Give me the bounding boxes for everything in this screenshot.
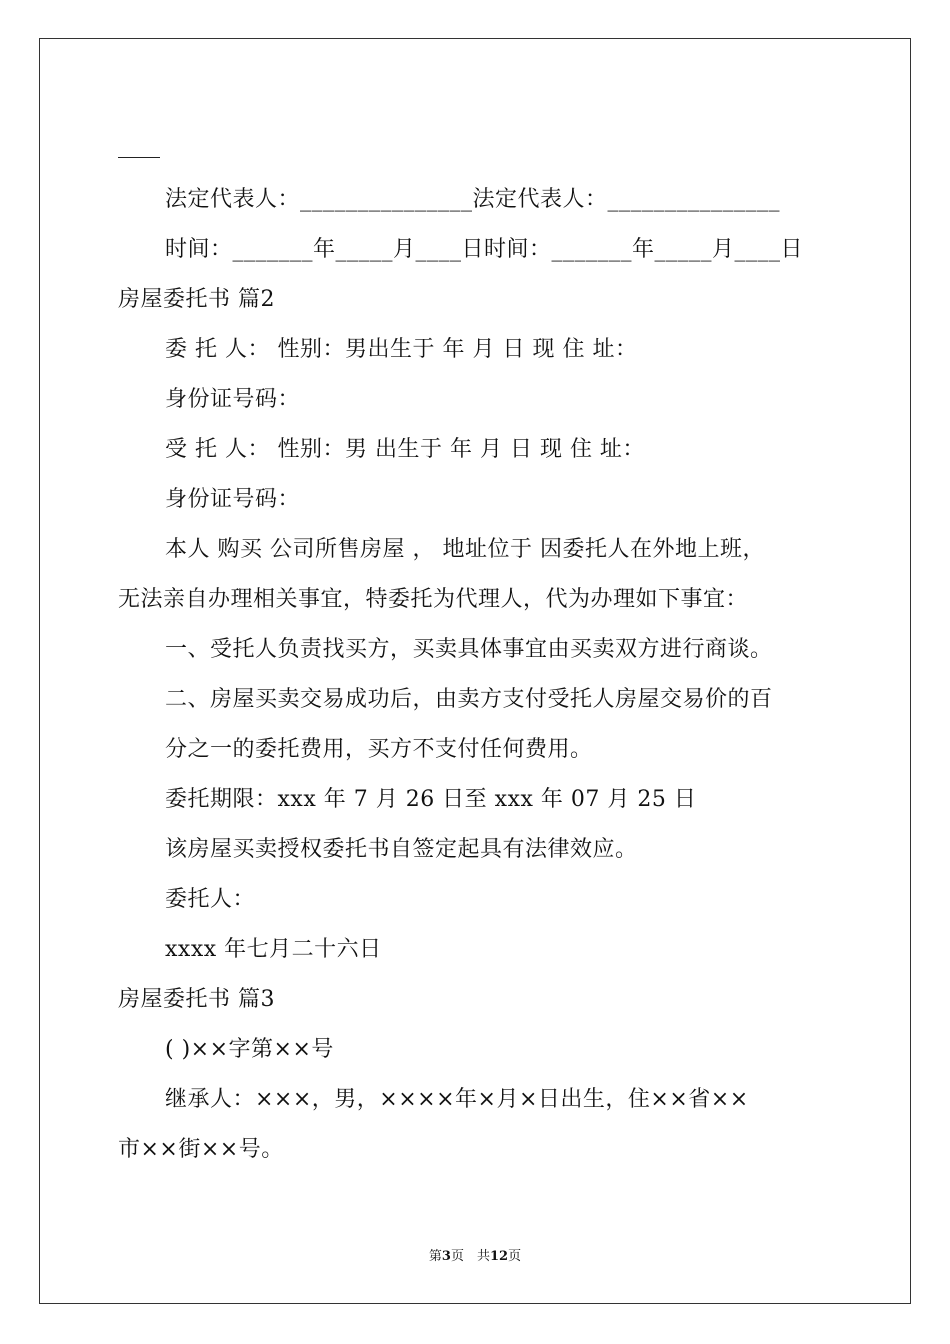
page-border [39, 38, 911, 1304]
top-underline [118, 157, 160, 158]
term-line: 委托期限：xxx 年 7 月 26 日至 xxx 年 07 月 25 日 [165, 787, 697, 812]
paragraph-line: 无法亲自办理相关事宜，特委托为代理人，代为办理如下事宜： [118, 587, 749, 612]
principal-id-line: 身份证号码： [165, 387, 301, 412]
principal-line: 委 托 人： 性别：男出生于 年 月 日 现 住 址： [165, 337, 638, 362]
document-number: ( )××字第××号 [165, 1037, 334, 1062]
legal-representative-line: 法定代表人：_______________法定代表人：_______________ [165, 187, 781, 212]
paragraph-line: 本人 购买 公司所售房屋 ， 地址位于 因委托人在外地上班， [165, 537, 765, 562]
agent-id-line: 身份证号码： [165, 487, 301, 512]
heir-line: 继承人：×××，男，××××年×月×日出生，住××省×× [165, 1087, 749, 1112]
footer-middle: 页 共 [450, 1249, 490, 1264]
date-line: 时间：_______年_____月____日时间：_______年_____月____日 [165, 237, 804, 262]
effect-line: 该房屋买卖授权委托书自签定起具有法律效应。 [165, 837, 638, 862]
footer-prefix: 第 [428, 1249, 442, 1264]
footer-suffix: 页 [508, 1249, 522, 1264]
signature-date: xxxx 年七月二十六日 [165, 937, 382, 962]
section-heading-3: 房屋委托书 篇3 [118, 987, 275, 1012]
section-heading-2: 房屋委托书 篇2 [118, 287, 275, 312]
agent-line: 受 托 人： 性别：男 出生于 年 月 日 现 住 址： [165, 437, 645, 462]
page-footer [0, 1249, 950, 1265]
clause-one: 一、受托人负责找买方，买卖具体事宜由买卖双方进行商谈。 [165, 637, 773, 662]
total-page-number: 12 [489, 1249, 509, 1264]
clause-two-continued: 分之一的委托费用，买方不支付任何费用。 [165, 737, 593, 762]
clause-two: 二、房屋买卖交易成功后，由卖方支付受托人房屋交易价的百 [165, 687, 773, 712]
signature-label: 委托人： [165, 887, 256, 912]
current-page-number: 3 [441, 1249, 451, 1264]
heir-address-line: 市××街××号。 [118, 1137, 284, 1162]
